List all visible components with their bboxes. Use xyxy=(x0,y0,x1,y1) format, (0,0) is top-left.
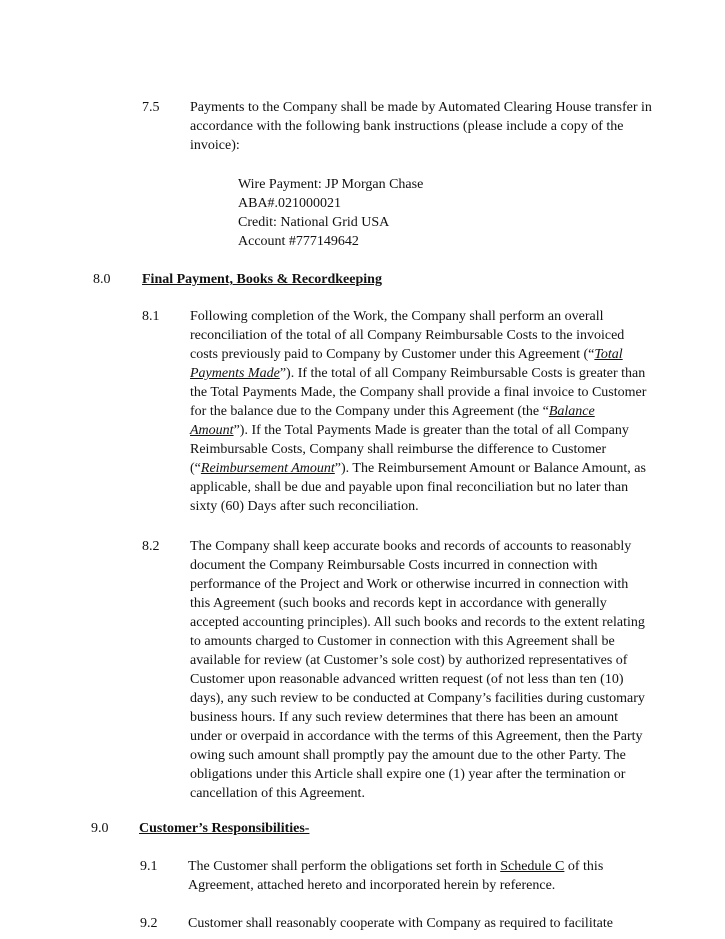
wire-line: Wire Payment: JP Morgan Chase xyxy=(238,177,424,192)
text-line xyxy=(188,857,718,876)
section-number-9-0: 9.0 xyxy=(91,821,109,836)
text-run: ”). If the total of all Company Reimbursable Costs is greater than xyxy=(279,366,646,381)
text-line: business hours. If any such review determines that there has been an amount xyxy=(190,710,619,725)
text-line: sixty (60) Days after such reconciliation. xyxy=(190,499,419,514)
text-line xyxy=(190,421,718,440)
text-line: reconciliation of the total of all Company Reimbursable Costs to the invoiced xyxy=(190,328,625,343)
text-run: ”). If the Total Payments Made is greater than the total of all Company xyxy=(233,423,629,438)
text-line xyxy=(190,459,718,478)
section-number-9-2: 9.2 xyxy=(140,916,158,931)
wire-line: Account #777149642 xyxy=(238,234,359,249)
text-line: cancellation of this Agreement. xyxy=(190,786,365,801)
section-number-9-1: 9.1 xyxy=(140,859,158,874)
text-run: The Customer shall perform the obligations set forth in xyxy=(188,859,501,874)
section-heading-8: Final Payment, Books & Recordkeeping xyxy=(142,272,382,287)
text-line: document the Company Reimbursable Costs incurred in connection with xyxy=(190,558,598,573)
text-line: Agreement, attached hereto and incorporated herein by reference. xyxy=(188,878,556,893)
section-number-8-0: 8.0 xyxy=(93,272,111,287)
text-line: to amounts charged to Customer in connection with this Agreement shall be xyxy=(190,634,615,649)
schedule-reference: Schedule C xyxy=(500,859,565,874)
text-line: invoice): xyxy=(190,138,240,153)
text-line xyxy=(190,345,718,364)
wire-line: ABA#.021000021 xyxy=(238,196,342,211)
text-line: under or overpaid in accordance with the terms of this Agreement, then the Party xyxy=(190,729,643,744)
paragraph-8-1 xyxy=(190,307,718,516)
text-line: The Company shall keep accurate books and records of accounts to reasonably xyxy=(190,539,632,554)
section-number-8-2: 8.2 xyxy=(142,539,160,554)
defined-term: Amount xyxy=(190,423,234,438)
paragraph-7-5 xyxy=(190,98,718,155)
text-line: the Total Payments Made, the Company shall provide a final invoice to Customer xyxy=(190,385,647,400)
text-line xyxy=(190,364,718,383)
defined-term: Reimbursement Amount xyxy=(200,461,335,476)
text-line: accordance with the following bank instructions (please include a copy of the xyxy=(190,119,624,134)
text-run: ”). The Reimbursement Amount or Balance Amount, as xyxy=(334,461,646,476)
defined-term: Payments Made xyxy=(190,366,280,381)
text-line: Payments to the Company shall be made by Automated Clearing House transfer in xyxy=(190,100,652,115)
section-number-7-5: 7.5 xyxy=(142,100,160,115)
paragraph-9-1 xyxy=(188,857,718,895)
section-number-8-1: 8.1 xyxy=(142,309,160,324)
text-run: costs previously paid to Company by Customer under this Agreement (“ xyxy=(190,347,595,362)
text-line: Customer shall reasonably cooperate with Company as required to facilitate xyxy=(188,916,613,931)
text-line: available for review (at Customer’s sole cost) by authorized representatives of xyxy=(190,653,628,668)
text-line: days), any such review to be conducted at Company’s facilities during customary xyxy=(190,691,645,706)
text-line: performance of the Project and Work or otherwise incurred in connection with xyxy=(190,577,629,592)
text-run: (“ xyxy=(190,461,201,476)
wire-instructions xyxy=(238,175,423,251)
text-line: Following completion of the Work, the Company shall perform an overall xyxy=(190,309,604,324)
text-run: of this xyxy=(564,859,604,874)
text-line: owing such amount shall promptly pay the amount due to the other Party. The xyxy=(190,748,626,763)
defined-term: Total xyxy=(594,347,623,362)
text-run: for the balance due to the Company under this Agreement (the “ xyxy=(190,404,549,419)
page-cutoff xyxy=(0,933,725,939)
wire-line: Credit: National Grid USA xyxy=(238,215,390,230)
defined-term: Balance xyxy=(548,404,595,419)
text-line: Customer upon reasonable advanced written request (of not less than ten (10) xyxy=(190,672,624,687)
text-line: applicable, shall be due and payable upon final reconciliation but no later than xyxy=(190,480,629,495)
paragraph-9-2 xyxy=(188,914,718,933)
text-line: accepted accounting principles). All such books and records to the extent relating xyxy=(190,615,645,630)
text-line: Reimbursable Costs, Company shall reimburse the difference to Customer xyxy=(190,442,607,457)
text-line: this Agreement (such books and records kept in accordance with generally xyxy=(190,596,607,611)
text-line xyxy=(190,402,718,421)
paragraph-8-2 xyxy=(190,537,718,803)
section-heading-9: Customer’s Responsibilities- xyxy=(139,821,310,836)
text-line: obligations under this Article shall expire one (1) year after the termination or xyxy=(190,767,626,782)
